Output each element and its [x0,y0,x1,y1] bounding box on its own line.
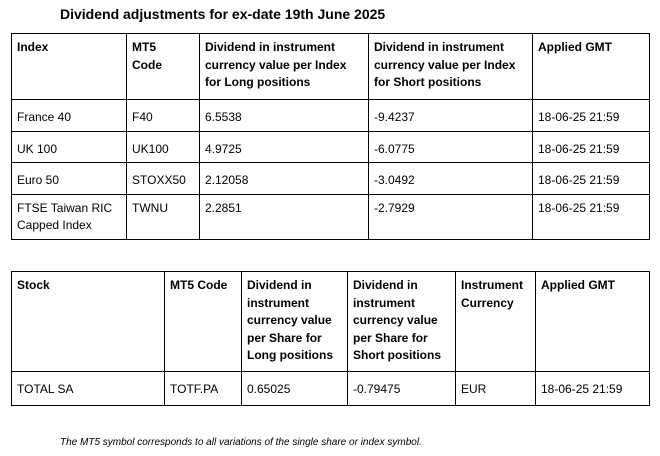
stock-header-applied-gmt: Applied GMT [536,272,650,372]
mt5-code-cell: UK100 [127,131,200,163]
index-dividend-table [11,33,650,240]
index-table-header-row [12,34,650,100]
stock-name-cell: TOTAL SA [12,372,165,406]
short-dividend-cell: -9.4237 [369,100,533,132]
applied-gmt-cell: 18-06-25 21:59 [533,163,650,195]
long-dividend-cell: 2.2851 [200,194,369,239]
index-name-cell: FTSE Taiwan RIC Capped Index [12,194,127,239]
table-row [12,194,650,239]
stock-dividend-table [11,271,650,406]
long-dividend-cell: 4.9725 [200,131,369,163]
long-dividend-cell: 0.65025 [242,372,348,406]
index-header-applied-gmt: Applied GMT [533,34,650,100]
page-title: Dividend adjustments for ex-date 19th June 2025 [60,6,386,22]
stock-header-long-dividend: Dividend in instrument currency value per Share for Long positions [242,272,348,372]
index-header-short-dividend: Dividend in instrument currency value per Index for Short positions [369,34,533,100]
stock-header-short-dividend: Dividend in instrument currency value per Share for Short positions [348,272,456,372]
index-name-cell: UK 100 [12,131,127,163]
stock-table-header-row [12,272,650,372]
long-dividend-cell: 6.5538 [200,100,369,132]
mt5-code-cell: TOTF.PA [165,372,242,406]
stock-header-instrument-currency: Instrument Currency [456,272,536,372]
stock-header-stock: Stock [12,272,165,372]
table-row [12,372,650,406]
short-dividend-cell: -6.0775 [369,131,533,163]
footnote: The MT5 symbol corresponds to all variations of the single share or index symbol. [60,437,422,448]
index-header-long-dividend: Dividend in instrument currency value per Index for Long positions [200,34,369,100]
index-name-cell: Euro 50 [12,163,127,195]
applied-gmt-cell: 18-06-25 21:59 [533,131,650,163]
short-dividend-cell: -0.79475 [348,372,456,406]
table-row [12,100,650,132]
short-dividend-cell: -3.0492 [369,163,533,195]
long-dividend-cell: 2.12058 [200,163,369,195]
index-header-mt5-code-label: MT5 Code [132,40,162,72]
mt5-code-cell: TWNU [127,194,200,239]
applied-gmt-cell: 18-06-25 21:59 [533,194,650,239]
index-header-index: Index [12,34,127,100]
applied-gmt-cell: 18-06-25 21:59 [533,100,650,132]
instrument-currency-cell: EUR [456,372,536,406]
index-header-mt5-code [127,34,200,100]
mt5-code-cell: F40 [127,100,200,132]
applied-gmt-cell: 18-06-25 21:59 [536,372,650,406]
stock-header-mt5-code: MT5 Code [165,272,242,372]
mt5-code-cell: STOXX50 [127,163,200,195]
table-row [12,131,650,163]
short-dividend-cell: -2.7929 [369,194,533,239]
table-row [12,163,650,195]
index-name-cell: France 40 [12,100,127,132]
